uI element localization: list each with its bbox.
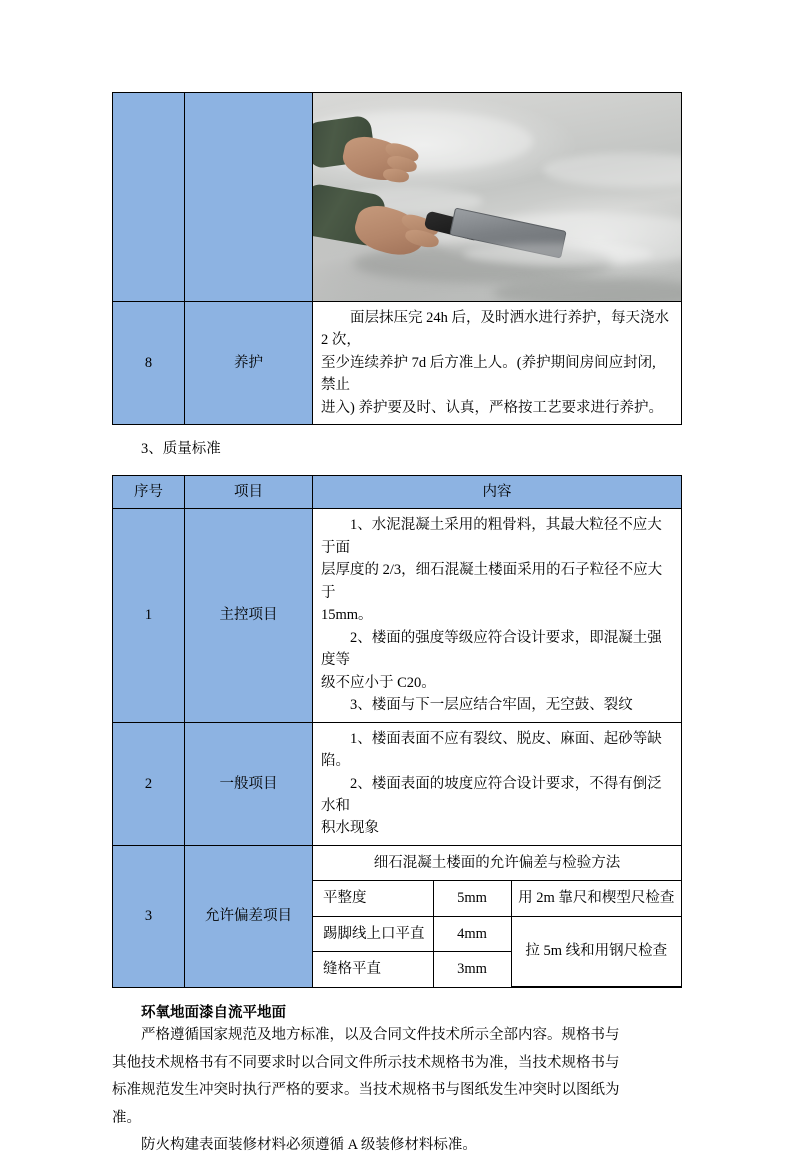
row-content-cell [313, 509, 682, 722]
table-two [112, 475, 682, 988]
tolerance-value: 3mm [433, 952, 511, 987]
table-row [113, 509, 682, 722]
row-item-cell: 主控项目 [185, 509, 313, 722]
tolerance-name: 缝格平直 [313, 952, 433, 987]
tolerance-method: 用 2m 靠尺和楔型尺检查 [511, 881, 681, 916]
paragraph-line: 防火构建表面装修材料必须遵循 A 级装修材料标准。 [141, 1137, 477, 1154]
row-seq-cell: 3 [113, 845, 185, 987]
header-content: 内容 [313, 475, 682, 508]
paragraph-line: 严格遵循国家规范及地方标准，以及合同文件技术所示全部内容。规格书与 [141, 1027, 620, 1044]
content-line: 15mm。 [321, 607, 373, 624]
paragraph-1 [112, 1022, 682, 1132]
content-line: 层厚度的 2/3，细石混凝土楼面采用的石子粒径不应大于 [321, 562, 663, 601]
row-content-cell [313, 722, 682, 845]
table-one [112, 92, 682, 425]
content-line: 面层抹压完 24h 后，及时洒水进行养护，每天浇水 2 次， [321, 310, 669, 349]
construction-step-table [112, 92, 682, 425]
subtable-row [313, 916, 681, 951]
row-seq-cell: 8 [113, 302, 185, 425]
content-line: 3、楼面与下一层应结合牢固，无空鼓、裂纹 [350, 697, 633, 714]
quality-standard-table [112, 475, 682, 988]
content-line: 级不应小于 C20。 [321, 674, 436, 691]
table-row [113, 722, 682, 845]
header-seq: 序号 [113, 475, 185, 508]
tolerance-value: 4mm [433, 916, 511, 951]
content-line: 2、楼面的强度等级应符合设计要求，即混凝土强度等 [321, 629, 662, 669]
row-item-cell: 一般项目 [185, 722, 313, 845]
table-row [113, 302, 682, 425]
tolerance-value: 5mm [433, 881, 511, 916]
content-line: 进入) 养护要及时、认真，严格按工艺要求进行养护。 [321, 399, 663, 416]
section-label-quality-standard: 3、质量标准 [141, 441, 221, 458]
concrete-floor-photo [313, 93, 681, 301]
content-line: 2、楼面表面的坡度应符合设计要求，不得有倒泛水和 [321, 775, 662, 814]
content-line: 至少连续养护 7d 后方准上人。(养护期间房间应封闭, 禁止 [321, 354, 656, 394]
tolerance-name: 平整度 [313, 881, 433, 916]
header-item: 项目 [185, 475, 313, 508]
document-content [112, 92, 682, 1160]
row-content-cell [313, 845, 682, 987]
tolerance-method: 拉 5m 线和用钢尺检查 [511, 916, 681, 986]
tolerance-subtable [313, 846, 681, 987]
tolerance-name: 踢脚线上口平直 [313, 916, 433, 951]
paragraph-line: 标准规范发生冲突时执行严格的要求。当技术规格书与图纸发生冲突时以图纸为 [112, 1082, 620, 1099]
content-line: 积水现象 [321, 820, 379, 837]
row-seq-cell: 2 [113, 722, 185, 845]
content-line: 1、楼面表面不应有裂纹、脱皮、麻面、起砂等缺陷。 [321, 730, 662, 770]
table-header-row [113, 475, 682, 508]
row-seq-cell [113, 93, 185, 302]
paragraph-2 [112, 1132, 682, 1160]
row-seq-cell: 1 [113, 509, 185, 722]
table-row [113, 845, 682, 987]
paragraph-line: 其他技术规格书有不同要求时以合同文件所示技术规格书为准，当技术规格书与 [112, 1054, 620, 1071]
paragraph-line: 准。 [112, 1109, 141, 1126]
row-item-cell: 养护 [185, 302, 313, 425]
content-line: 1、水泥混凝土采用的粗骨料，其最大粒径不应大于面 [321, 517, 662, 556]
section-heading-epoxy-floor: 环氧地面漆自流平地面 [141, 1005, 286, 1022]
subtable-row [313, 881, 681, 916]
row-content-cell [313, 302, 682, 425]
row-item-cell: 允许偏差项目 [185, 845, 313, 987]
construction-photo-cell [313, 93, 682, 302]
subtable-title-row [313, 846, 681, 881]
subtable-title: 细石混凝土楼面的允许偏差与检验方法 [313, 846, 681, 881]
table-row [113, 93, 682, 302]
row-item-cell [185, 93, 313, 302]
